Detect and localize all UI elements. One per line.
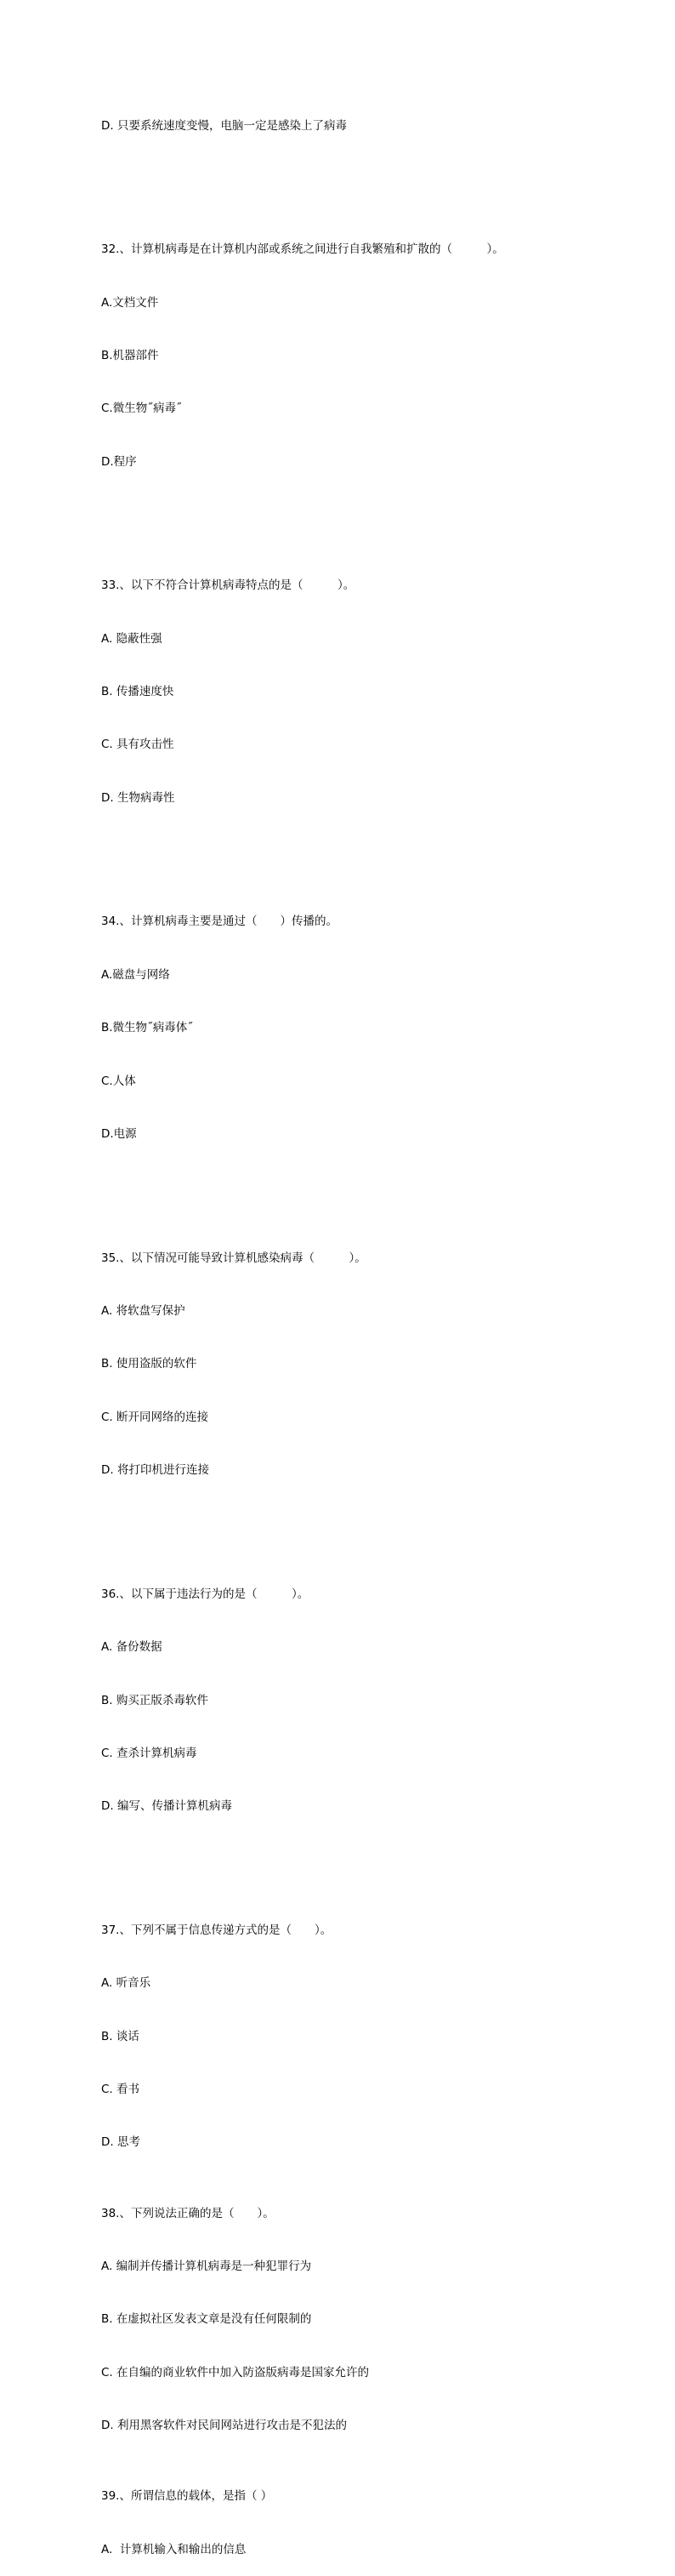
question-37-option-b: B. 谈话 <box>101 2029 139 2043</box>
question-38-option-d: D. 利用黑客软件对民间网站进行攻击是不犯法的 <box>101 2419 347 2433</box>
question-34-option-b: B.微生物˝病毒体˝ <box>101 1021 194 1035</box>
question-35-option-d: D. 将打印机进行连接 <box>101 1463 209 1478</box>
spacer <box>101 506 645 524</box>
question-36-option-c: C. 查杀计算机病毒 <box>101 1746 197 1760</box>
question-38-title: 38.、下列说法正确的是（ ）。 <box>101 2206 275 2220</box>
question-37-option-c: C. 看书 <box>101 2083 140 2097</box>
question-33-option-b: B. 传播速度快 <box>101 685 174 699</box>
question-34-option-d: D.电源 <box>101 1127 137 1142</box>
question-39-option-a: A. 计算机输入和输出的信息 <box>101 2542 247 2556</box>
question-36-option-a: A. 备份数据 <box>101 1640 162 1655</box>
question-32-option-b: B.机器部件 <box>101 348 159 362</box>
question-33-title: 33.、以下不符合计算机病毒特点的是（ ）。 <box>101 578 355 593</box>
question-32-option-a: A.文档文件 <box>101 295 159 310</box>
question-39-title: 39.、所谓信息的载体，是指（ ） <box>101 2489 273 2504</box>
spacer <box>101 1515 645 1533</box>
question-38-option-a: A. 编制并传播计算机病毒是一种犯罪行为 <box>101 2260 312 2274</box>
question-38-option-b: B. 在虚拟社区发表文章是没有任何限制的 <box>101 2312 312 2327</box>
question-32-option-d: D.程序 <box>101 454 137 469</box>
spacer <box>101 170 645 188</box>
question-32-title: 32.、计算机病毒是在计算机内部或系统之间进行自我繁殖和扩散的（ ）。 <box>101 242 504 257</box>
question-37-title: 37.、下列不属于信息传递方式的是（ ）。 <box>101 1923 332 1937</box>
question-37-option-d: D. 思考 <box>101 2135 140 2150</box>
question-33-option-a: A. 隐蔽性强 <box>101 631 162 646</box>
question-37-option-a: A. 听音乐 <box>101 1976 151 1991</box>
spacer <box>101 1178 645 1196</box>
question-36-option-d: D. 编写、传播计算机病毒 <box>101 1799 232 1814</box>
document-page <box>101 82 645 2576</box>
question-32-option-c: C.微生物˝病毒˝ <box>101 402 182 416</box>
question-35-option-c: C. 断开同网络的连接 <box>101 1410 209 1424</box>
spacer <box>101 842 645 860</box>
question-33-option-d: D. 生物病毒性 <box>101 790 175 805</box>
question-34-option-c: C.人体 <box>101 1074 136 1088</box>
question-34-option-a: A.磁盘与网络 <box>101 967 170 982</box>
spacer <box>101 1851 645 1869</box>
question-36-option-b: B. 购买正版杀毒软件 <box>101 1693 208 1707</box>
question-34-title: 34.、计算机病毒主要是通过（ ）传播的。 <box>101 915 338 929</box>
question-35-option-b: B. 使用盗版的软件 <box>101 1357 197 1371</box>
question-38-option-c: C. 在自编的商业软件中加入防盗版病毒是国家允许的 <box>101 2365 370 2379</box>
question-31-option-d: D. 只要系统速度变慢，电脑一定是感染上了病毒 <box>101 118 347 133</box>
question-36-title: 36.、以下属于违法行为的是（ ）。 <box>101 1587 309 1601</box>
question-33-option-c: C. 具有攻击性 <box>101 738 174 752</box>
question-35-title: 35.、以下情况可能导致计算机感染病毒（ ）。 <box>101 1251 366 1265</box>
question-35-option-a: A. 将软盘写保护 <box>101 1303 185 1318</box>
